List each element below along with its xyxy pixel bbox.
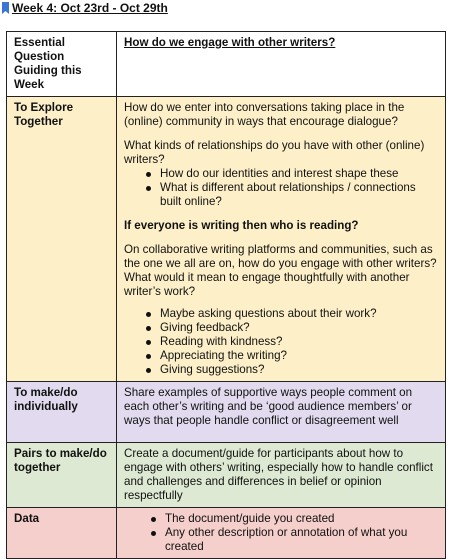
explore-label-cell (7, 97, 117, 382)
bullet-icon (146, 326, 151, 331)
explore-paragraph-2: What kinds of relationships do you have with other (online) writers? (124, 139, 425, 166)
explore-paragraph-3: If everyone is writing then who is reading? (124, 219, 359, 232)
bullet-icon (146, 354, 151, 359)
individual-content-cell (117, 382, 446, 443)
pairs-label-cell (7, 443, 117, 508)
bullet-icon (151, 517, 156, 522)
bullet-icon (146, 186, 151, 191)
pairs-label: Pairs to make/do together (14, 447, 107, 474)
bookmark-icon (2, 2, 9, 14)
explore-paragraph-1: How do we enter into conversations taking place in the (online) community in ways that encourage dialogue? (124, 101, 405, 128)
data-row (7, 508, 446, 559)
bullet-icon (146, 368, 151, 373)
explore-content-cell (117, 97, 446, 382)
bullet-icon (146, 312, 151, 317)
essential-question-label: Essential Question Guiding this Week (14, 36, 82, 91)
bullet-icon (146, 172, 151, 177)
list-item: What is different about relationships / connections built online? (124, 181, 439, 209)
pairs-text: Create a document/guide for participants about how to engage with others’ writing, especially how to handle conflict and challenges and differences in belief or opinion respectfully (124, 447, 433, 502)
explore-bullet-list-2 (124, 307, 439, 377)
bullet-icon (151, 531, 156, 536)
individual-label: To make/do individually (14, 386, 78, 413)
explore-paragraph-4: On collaborative writing platforms and communities, such as the one we all are on, how do you engage with other writers? What would it mean to engage thoughtfully with another writer’s work? (124, 243, 437, 298)
data-label-cell (7, 508, 117, 559)
list-item: Maybe asking questions about their work? (124, 307, 439, 321)
explore-label: To Explore Together (14, 101, 74, 128)
individual-row (7, 382, 446, 443)
header-row (7, 32, 446, 97)
list-item: How do our identities and interest shape these (124, 167, 439, 181)
list-item: The document/guide you created (124, 512, 439, 526)
individual-text: Share examples of supportive ways people comment on each other’s writing and be ‘good audience members’ or ways that people handle conflict or disagreement well (124, 386, 413, 427)
week-heading (2, 1, 168, 15)
individual-label-cell (7, 382, 117, 443)
data-bullet-list (124, 512, 439, 554)
pairs-row (7, 443, 446, 508)
data-label: Data (14, 512, 40, 525)
list-item: Giving feedback? (124, 321, 439, 335)
essential-question: How do we engage with other writers? (124, 36, 336, 49)
header-question-cell (117, 32, 446, 97)
week-title: Week 4: Oct 23rd - Oct 29th (12, 1, 168, 15)
list-item: Appreciating the writing? (124, 349, 439, 363)
pairs-content-cell (117, 443, 446, 508)
bullet-icon (146, 340, 151, 345)
explore-row (7, 97, 446, 382)
explore-bullet-list-1 (124, 167, 439, 209)
week-plan-table (6, 31, 446, 559)
list-item: Any other description or annotation of what you created (124, 526, 439, 554)
list-item: Reading with kindness? (124, 335, 439, 349)
list-item: Giving suggestions? (124, 363, 439, 377)
data-content-cell (117, 508, 446, 559)
header-label-cell (7, 32, 117, 97)
